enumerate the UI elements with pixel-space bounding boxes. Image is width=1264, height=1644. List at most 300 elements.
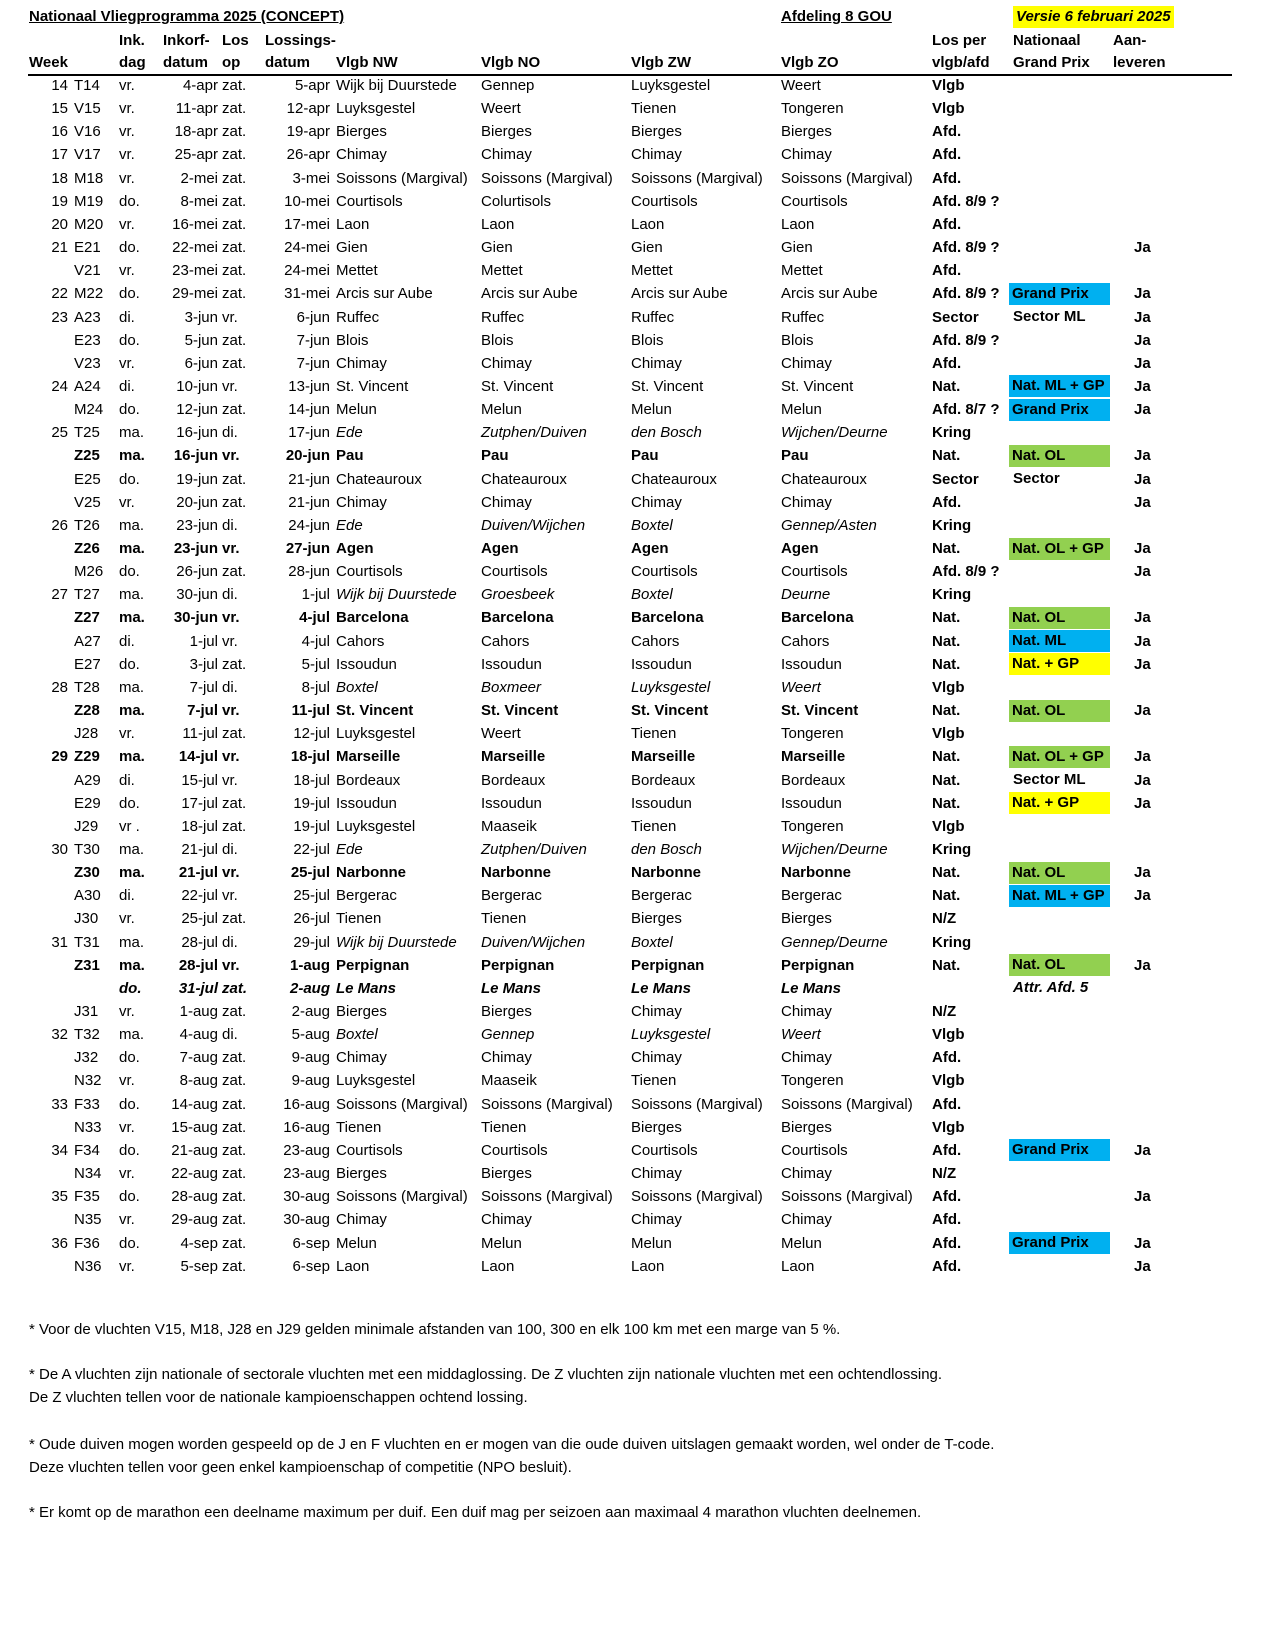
cell-wk xyxy=(40,1116,68,1140)
table-row xyxy=(0,282,1264,306)
col-lossingsdatum-1: Lossings- xyxy=(265,32,336,49)
cell-nw: Boxtel xyxy=(336,678,378,696)
cell-zo: Tongeren xyxy=(781,100,844,118)
cell-lossing: 4-jul xyxy=(299,609,330,627)
cell-wk: 32 xyxy=(51,1026,68,1044)
table-row xyxy=(0,143,1264,167)
cell-nw: Perpignan xyxy=(336,956,410,974)
cell-lossing: 5-jul xyxy=(301,655,330,673)
cell-wk xyxy=(40,560,68,584)
cell-ink: 11-jul xyxy=(182,725,218,743)
cell-los: di. xyxy=(222,933,238,951)
cell-code: N35 xyxy=(74,1211,102,1229)
cell-ink: 28-jul xyxy=(178,956,218,974)
national-grand-prix-badge: Nat. ML + GP xyxy=(1009,375,1110,397)
cell-no: Groesbeek xyxy=(481,586,555,604)
cell-los: zat. xyxy=(222,285,247,303)
version-text: Versie 6 februari 2025 xyxy=(1013,6,1174,28)
cell-lossing: 7-jun xyxy=(296,354,330,372)
cell-wk xyxy=(40,653,68,677)
cell-per: Nat. xyxy=(932,447,961,465)
cell-nw: Chimay xyxy=(336,146,387,164)
cell-wk xyxy=(40,259,68,283)
cell-aan: Ja xyxy=(1134,609,1151,627)
cell-lossing: 16-aug xyxy=(283,1118,330,1136)
cell-zo: Courtisols xyxy=(781,563,848,581)
cell-per: Afd. xyxy=(932,493,962,511)
cell-no: Duiven/Wijchen xyxy=(481,516,586,534)
cell-lossing: 6-sep xyxy=(292,1257,330,1275)
cell-nw: St. Vincent xyxy=(336,702,414,720)
cell-zo: Weert xyxy=(781,77,821,94)
national-grand-prix-badge: Nat. OL + GP xyxy=(1009,746,1110,768)
cell-no: Bierges xyxy=(481,1003,532,1020)
cell-aan: Ja xyxy=(1134,748,1151,766)
cell-code: A29 xyxy=(74,771,101,789)
cell-los: zat. xyxy=(222,262,247,280)
cell-los: di. xyxy=(222,840,238,858)
cell-wk: 17 xyxy=(51,146,68,164)
cell-los: zat. xyxy=(222,1095,247,1113)
cell-per: Afd. 8/9 ? xyxy=(932,239,1000,257)
cell-zw: Pau xyxy=(631,447,659,465)
cell-dag: do. xyxy=(119,979,142,997)
cell-zw: Issoudun xyxy=(631,655,692,673)
cell-ink: 22-mei xyxy=(172,239,218,257)
table-row xyxy=(0,1162,1264,1186)
cell-aan: Ja xyxy=(1134,956,1151,974)
cell-ink: 1-aug xyxy=(179,1003,218,1020)
cell-per: Nat. xyxy=(932,609,961,627)
cell-nw: Laon xyxy=(336,1257,370,1275)
cell-ink: 11-apr xyxy=(175,100,218,118)
cell-no: Chimay xyxy=(481,493,532,511)
cell-los: zat. xyxy=(222,123,247,141)
cell-dag: ma. xyxy=(119,540,145,557)
cell-dag: ma. xyxy=(119,748,145,766)
cell-no: Agen xyxy=(481,540,519,557)
cell-wk xyxy=(40,722,68,746)
cell-nw: Chimay xyxy=(336,1211,387,1229)
col-losop-1: Los xyxy=(222,32,249,49)
cell-los: vr. xyxy=(222,377,238,395)
cell-code: J32 xyxy=(74,1049,99,1067)
cell-per: Nat. xyxy=(932,655,961,673)
cell-zw: Chimay xyxy=(631,1049,682,1067)
version-badge xyxy=(1009,6,1176,28)
cell-no: Barcelona xyxy=(481,609,554,627)
cell-ink: 12-jun xyxy=(176,401,218,419)
cell-nw: Issoudun xyxy=(336,794,397,812)
national-grand-prix-badge: Nat. OL xyxy=(1009,954,1110,976)
cell-code: V23 xyxy=(74,354,101,372)
cell-zw: Bergerac xyxy=(631,887,692,905)
cell-zo: Tongeren xyxy=(781,725,844,743)
cell-wk xyxy=(40,352,68,376)
table-row xyxy=(0,97,1264,121)
national-grand-prix-badge: Nat. + GP xyxy=(1009,653,1110,675)
table-row xyxy=(0,352,1264,376)
cell-los: zat. xyxy=(222,1188,247,1206)
cell-per: N/Z xyxy=(932,910,957,928)
cell-lossing: 6-jun xyxy=(296,308,330,326)
cell-nw: Melun xyxy=(336,1234,377,1252)
cell-zo: Melun xyxy=(781,401,822,419)
cell-los: vr. xyxy=(222,887,238,905)
cell-ink: 4-sep xyxy=(180,1234,218,1252)
cell-per xyxy=(932,977,1012,1001)
cell-wk xyxy=(40,398,68,422)
cell-ink: 31-jul xyxy=(178,979,218,997)
cell-ink: 5-jun xyxy=(184,331,218,349)
cell-ink: 3-jul xyxy=(189,655,218,673)
cell-zo: Weert xyxy=(781,678,821,696)
cell-dag: ma. xyxy=(119,702,145,720)
cell-nw: Ede xyxy=(336,516,363,534)
cell-nw: Narbonne xyxy=(336,864,407,882)
cell-nw: Luyksgestel xyxy=(336,817,416,835)
national-grand-prix-badge: Grand Prix xyxy=(1009,1232,1110,1254)
cell-dag: vr. xyxy=(119,77,135,94)
cell-wk xyxy=(40,329,68,353)
cell-zw: den Bosch xyxy=(631,840,702,858)
cell-lossing: 1-jul xyxy=(301,586,330,604)
cell-los: zat. xyxy=(222,1118,247,1136)
cell-nw: Arcis sur Aube xyxy=(336,285,433,303)
cell-ink: 4-apr xyxy=(182,77,218,94)
cell-nw: St. Vincent xyxy=(336,377,409,395)
cell-aan: Ja xyxy=(1134,354,1151,372)
cell-zo: Chimay xyxy=(781,1165,832,1183)
cell-los: di. xyxy=(222,1026,238,1044)
cell-code: Z25 xyxy=(74,447,100,465)
cell-dag: do. xyxy=(119,655,140,673)
cell-zw: Bierges xyxy=(631,1118,682,1136)
cell-ink: 21-jul xyxy=(181,840,218,858)
col-aan-2: leveren xyxy=(1113,54,1166,71)
cell-per: Sector xyxy=(932,470,979,488)
cell-code: A24 xyxy=(74,377,101,395)
cell-dag: ma. xyxy=(119,678,145,696)
cell-code: Z26 xyxy=(74,540,100,557)
table-row xyxy=(0,1139,1264,1163)
table-row xyxy=(0,745,1264,769)
cell-los: zat. xyxy=(222,100,247,118)
cell-zo: Deurne xyxy=(781,586,831,604)
cell-wk: 34 xyxy=(51,1141,68,1159)
cell-no: Courtisols xyxy=(481,1141,548,1159)
cell-zo: Narbonne xyxy=(781,864,852,882)
cell-ink: 29-aug xyxy=(171,1211,218,1229)
cell-aan: Ja xyxy=(1134,1234,1151,1252)
cell-ink: 15-jul xyxy=(181,771,218,789)
cell-lossing: 21-jun xyxy=(288,470,330,488)
cell-zw: Soissons (Margival) xyxy=(631,169,763,187)
cell-no: Gien xyxy=(481,239,513,257)
table-row xyxy=(0,1000,1264,1024)
cell-ink: 6-jun xyxy=(184,354,218,372)
cell-zw: Perpignan xyxy=(631,956,705,974)
cell-aan xyxy=(1134,1162,1164,1186)
cell-code: M20 xyxy=(74,215,104,233)
national-grand-prix-badge: Nat. OL xyxy=(1009,700,1110,722)
cell-code: F36 xyxy=(74,1234,100,1252)
national-grand-prix-badge: Grand Prix xyxy=(1009,399,1110,421)
cell-lossing: 6-sep xyxy=(292,1234,330,1252)
cell-wk xyxy=(40,769,68,793)
cell-lossing: 18-jul xyxy=(290,748,330,766)
cell-no: Perpignan xyxy=(481,956,555,974)
cell-nw: Issoudun xyxy=(336,655,397,673)
cell-code: T28 xyxy=(74,678,100,696)
table-row xyxy=(0,884,1264,908)
cell-los: zat. xyxy=(222,910,247,928)
cell-los: di. xyxy=(222,516,238,534)
table-row xyxy=(0,444,1264,468)
cell-nw: Luyksgestel xyxy=(336,100,416,118)
cell-wk xyxy=(40,907,68,931)
cell-zw: Agen xyxy=(631,540,669,557)
cell-aan xyxy=(1134,838,1164,862)
cell-nw: Soissons (Margival) xyxy=(336,169,468,187)
cell-ink: 25-jul xyxy=(181,910,218,928)
cell-lossing: 20-jun xyxy=(285,447,330,465)
cell-wk: 30 xyxy=(51,840,68,858)
cell-ink: 28-aug xyxy=(171,1188,218,1206)
cell-lossing: 9-aug xyxy=(291,1049,330,1067)
cell-zo: Tongeren xyxy=(781,817,844,835)
cell-aan xyxy=(1134,167,1164,191)
national-grand-prix-badge: Grand Prix xyxy=(1009,283,1110,305)
cell-no: Maaseik xyxy=(481,1072,537,1090)
cell-aan xyxy=(1134,190,1164,214)
cell-aan: Ja xyxy=(1134,493,1151,511)
cell-code: V25 xyxy=(74,493,101,511)
cell-los: zat. xyxy=(222,725,247,743)
cell-zo: Gien xyxy=(781,239,813,257)
cell-wk: 33 xyxy=(51,1095,68,1113)
cell-zw: Courtisols xyxy=(631,1141,698,1159)
table-row xyxy=(0,329,1264,353)
cell-code: A27 xyxy=(74,632,101,650)
cell-aan: Ja xyxy=(1134,1257,1151,1275)
cell-los: vr. xyxy=(222,702,240,720)
cell-nw: Luyksgestel xyxy=(336,1072,416,1090)
table-row xyxy=(0,583,1264,607)
cell-zw: Tienen xyxy=(631,1072,677,1090)
cell-wk xyxy=(40,444,68,468)
cell-dag: ma. xyxy=(119,1026,145,1044)
cell-zw: Chimay xyxy=(631,1003,682,1020)
cell-nw: Melun xyxy=(336,401,377,419)
table-row xyxy=(0,421,1264,445)
cell-zo: Tongeren xyxy=(781,1072,844,1090)
cell-zo: Ruffec xyxy=(781,308,825,326)
cell-los: zat. xyxy=(222,146,247,164)
cell-zw: Laon xyxy=(631,215,665,233)
table-row xyxy=(0,792,1264,816)
cell-wk: 28 xyxy=(51,678,68,696)
cell-per: Afd. xyxy=(932,1049,962,1067)
cell-nw: Bierges xyxy=(336,1165,387,1183)
cell-code: N36 xyxy=(74,1257,102,1275)
cell-zw: St. Vincent xyxy=(631,702,709,720)
cell-dag: do. xyxy=(119,285,140,303)
cell-zo: Weert xyxy=(781,1026,821,1044)
cell-per: Nat. xyxy=(932,748,961,766)
cell-los: zat. xyxy=(222,239,247,257)
cell-los: zat. xyxy=(222,77,247,94)
cell-no: Zutphen/Duiven xyxy=(481,840,587,858)
cell-code: M22 xyxy=(74,285,104,303)
cell-lossing: 26-jul xyxy=(293,910,330,928)
cell-no: Arcis sur Aube xyxy=(481,285,578,303)
cell-per: Afd. 8/9 ? xyxy=(932,285,1000,303)
cell-wk xyxy=(40,1208,68,1232)
cell-ink: 1-jul xyxy=(189,632,218,650)
cell-no: Chimay xyxy=(481,1049,532,1067)
cell-per: N/Z xyxy=(932,1003,957,1020)
cell-code: Z27 xyxy=(74,609,100,627)
cell-zo: Laon xyxy=(781,215,815,233)
cell-los: zat. xyxy=(222,470,247,488)
cell-ink: 18-jul xyxy=(181,817,218,835)
cell-wk: 27 xyxy=(51,586,68,604)
cell-wk xyxy=(40,491,68,515)
cell-wk: 24 xyxy=(51,377,68,395)
cell-code: N34 xyxy=(74,1165,102,1183)
cell-zw: Boxtel xyxy=(631,516,673,534)
cell-aan: Ja xyxy=(1134,887,1151,905)
cell-per: Afd. xyxy=(932,1234,962,1252)
cell-zo: Gennep/Asten xyxy=(781,516,877,534)
cell-per: Kring xyxy=(932,516,972,534)
national-grand-prix-badge: Nat. OL + GP xyxy=(1009,538,1110,560)
cell-dag: di. xyxy=(119,771,135,789)
table-row xyxy=(0,491,1264,515)
cell-code: A23 xyxy=(74,308,101,326)
col-nat-2: Grand Prix xyxy=(1013,54,1090,71)
cell-code xyxy=(74,977,114,1001)
cell-ink: 7-jul xyxy=(187,702,218,720)
cell-code: T26 xyxy=(74,516,100,534)
cell-los: zat. xyxy=(222,401,247,419)
cell-lossing: 29-jul xyxy=(293,933,330,951)
cell-dag: do. xyxy=(119,192,140,210)
table-row xyxy=(0,1023,1264,1047)
cell-no: Soissons (Margival) xyxy=(481,169,613,187)
national-grand-prix-badge: Attr. Afd. 5 xyxy=(1013,979,1089,997)
cell-per: Vlgb xyxy=(932,817,965,835)
cell-no: Courtisols xyxy=(481,563,548,581)
cell-dag: ma. xyxy=(119,864,145,882)
cell-dag: do. xyxy=(119,1095,140,1113)
cell-wk xyxy=(40,861,68,885)
cell-aan xyxy=(1134,97,1164,121)
table-row xyxy=(0,190,1264,214)
cell-zw: Tienen xyxy=(631,100,677,118)
cell-dag: ma. xyxy=(119,933,145,951)
cell-wk xyxy=(40,792,68,816)
cell-aan: Ja xyxy=(1134,239,1151,257)
cell-zo: Arcis sur Aube xyxy=(781,285,878,303)
cell-code: A30 xyxy=(74,887,101,905)
cell-dag: vr. xyxy=(119,725,135,743)
cell-wk: 22 xyxy=(51,285,68,303)
cell-lossing: 2-aug xyxy=(291,1003,330,1020)
cell-nw: Tienen xyxy=(336,1118,382,1136)
cell-per: Afd. xyxy=(932,1095,962,1113)
cell-per: Afd. xyxy=(932,146,962,164)
cell-code: F34 xyxy=(74,1141,100,1159)
cell-dag: do. xyxy=(119,563,140,581)
cell-aan xyxy=(1134,259,1164,283)
cell-zw: Bordeaux xyxy=(631,771,696,789)
cell-dag: do. xyxy=(119,470,140,488)
cell-no: Mettet xyxy=(481,262,523,280)
table-row xyxy=(0,560,1264,584)
cell-aan xyxy=(1134,977,1164,1001)
cell-aan: Ja xyxy=(1134,401,1151,419)
cell-dag: vr. xyxy=(119,100,135,118)
cell-code: V21 xyxy=(74,262,101,280)
cell-per: Vlgb xyxy=(932,1026,965,1044)
col-zw: Vlgb ZW xyxy=(631,54,691,71)
table-row xyxy=(0,259,1264,283)
cell-zw: Courtisols xyxy=(631,192,698,210)
cell-los: zat. xyxy=(222,817,247,835)
cell-nw: Soissons (Margival) xyxy=(336,1095,468,1113)
cell-nw: Wijk bij Duurstede xyxy=(336,77,457,94)
cell-los: zat. xyxy=(222,979,248,997)
cell-ink: 29-mei xyxy=(172,285,218,303)
cell-ink: 16-mei xyxy=(172,215,218,233)
cell-nw: Gien xyxy=(336,239,368,257)
cell-los: zat. xyxy=(222,1072,247,1090)
cell-los: zat. xyxy=(222,1165,247,1183)
cell-dag: ma. xyxy=(119,516,145,534)
cell-dag: do. xyxy=(119,1049,140,1067)
table-row xyxy=(0,769,1264,793)
cell-los: zat. xyxy=(222,354,247,372)
table-row xyxy=(0,653,1264,677)
cell-per: Nat. xyxy=(932,702,961,720)
col-nat-1: Nationaal xyxy=(1013,32,1081,49)
cell-code: M18 xyxy=(74,169,104,187)
cell-zo: Issoudun xyxy=(781,794,842,812)
cell-zw: Melun xyxy=(631,1234,672,1252)
cell-no: Maaseik xyxy=(481,817,537,835)
cell-lossing: 18-jul xyxy=(293,771,330,789)
cell-ink: 30-jun xyxy=(176,586,218,604)
cell-per: N/Z xyxy=(932,1165,957,1183)
cell-dag: vr. xyxy=(119,169,135,187)
cell-nw: Le Mans xyxy=(336,979,397,997)
cell-no: Chimay xyxy=(481,146,532,164)
table-row xyxy=(0,931,1264,955)
cell-los: zat. xyxy=(222,1211,247,1229)
cell-ink: 26-jun xyxy=(176,563,218,581)
cell-zw: Mettet xyxy=(631,262,673,280)
cell-zo: Agen xyxy=(781,540,819,557)
cell-ink: 2-mei xyxy=(180,169,218,187)
col-lossingsdatum-2: datum xyxy=(265,54,310,71)
cell-zw: Blois xyxy=(631,331,664,349)
cell-ink: 23-mei xyxy=(172,262,218,280)
cell-code: Z31 xyxy=(74,956,100,974)
cell-nw: Agen xyxy=(336,540,374,557)
cell-lossing: 14-jun xyxy=(288,401,330,419)
